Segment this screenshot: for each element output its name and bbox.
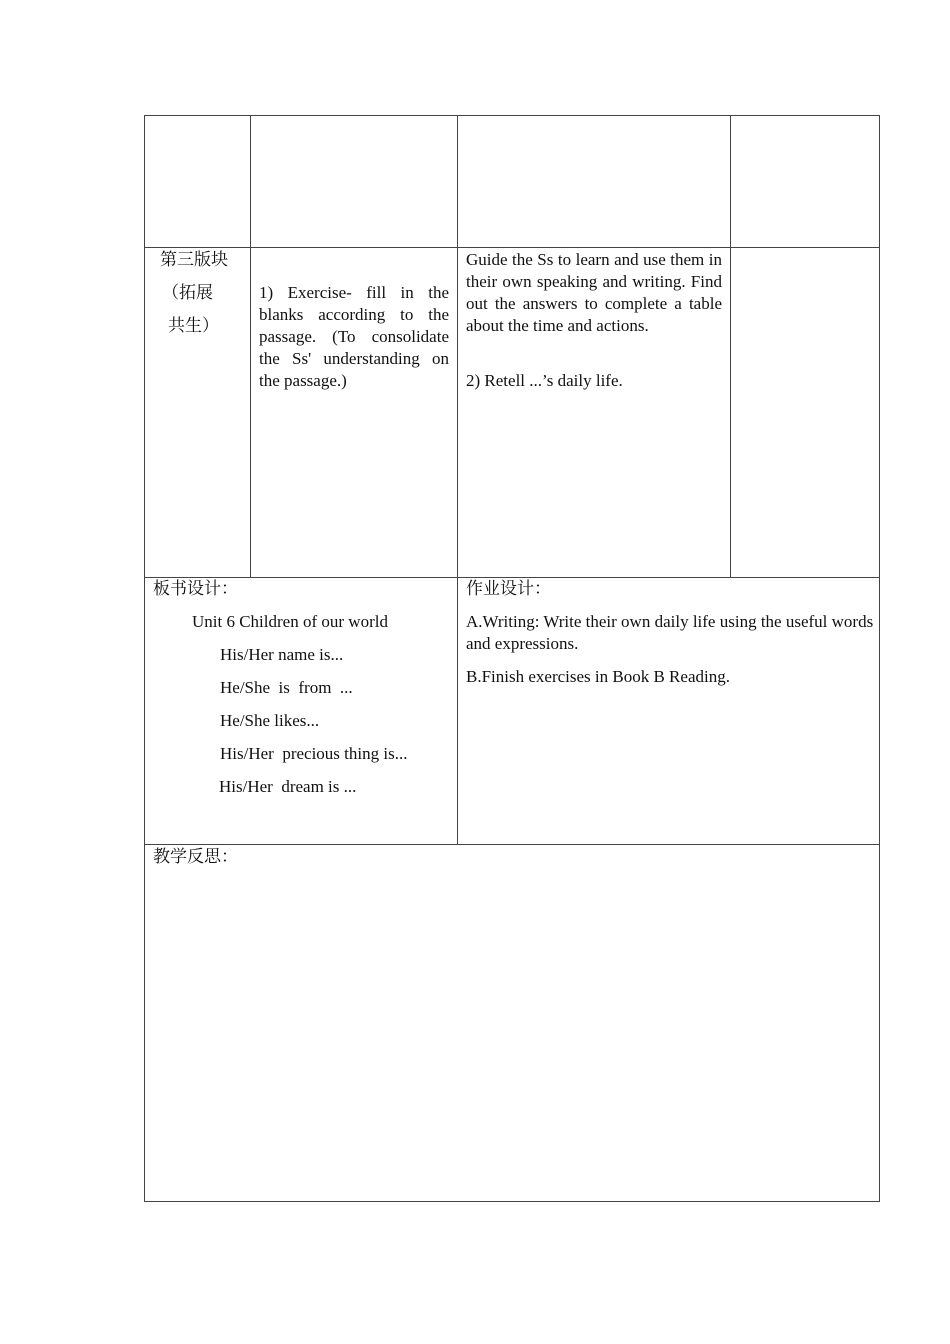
section3-purpose: Guide the Ss to learn and use them in their own speaking and writing. Find out the answers to complete a table about the time and actions.: [466, 250, 722, 335]
row1-cell3: [457, 115, 731, 248]
board-design-line: His/Her name is...: [220, 645, 344, 664]
section3-empty-cell: [730, 247, 880, 578]
row1-cell4: [730, 115, 880, 248]
homework-item-a: A.Writing: Write their own daily life using the useful words and expressions.: [466, 612, 874, 653]
board-design-line: He/She is from ...: [220, 678, 353, 697]
reflection-cell: [144, 844, 880, 1202]
board-design-line: He/She likes...: [220, 711, 320, 730]
section3-label-line2: （拓展: [162, 283, 213, 303]
homework-heading: 作业设计：: [466, 579, 551, 599]
row1-cell2: [250, 115, 458, 248]
reflection-heading: 教学反思：: [153, 847, 238, 867]
section3-label-line1: 第三版块: [160, 250, 228, 270]
board-design-heading: 板书设计：: [153, 579, 238, 599]
homework-item-b: B.Finish exercises in Book B Reading.: [466, 667, 730, 686]
board-design-line: His/Her dream is ...: [219, 777, 357, 796]
section3-activity-2: 2) Retell ...’s daily life.: [466, 371, 623, 390]
board-design-title: Unit 6 Children of our world: [192, 612, 388, 631]
section3-activity-1: 1) Exercise- fill in the blanks according to the passage. (To consolidate the Ss' understanding on the passage.): [259, 283, 449, 390]
section3-label-line3: 共生）: [168, 316, 219, 336]
board-design-line: His/Her precious thing is...: [220, 744, 408, 763]
row1-cell1: [144, 115, 251, 248]
